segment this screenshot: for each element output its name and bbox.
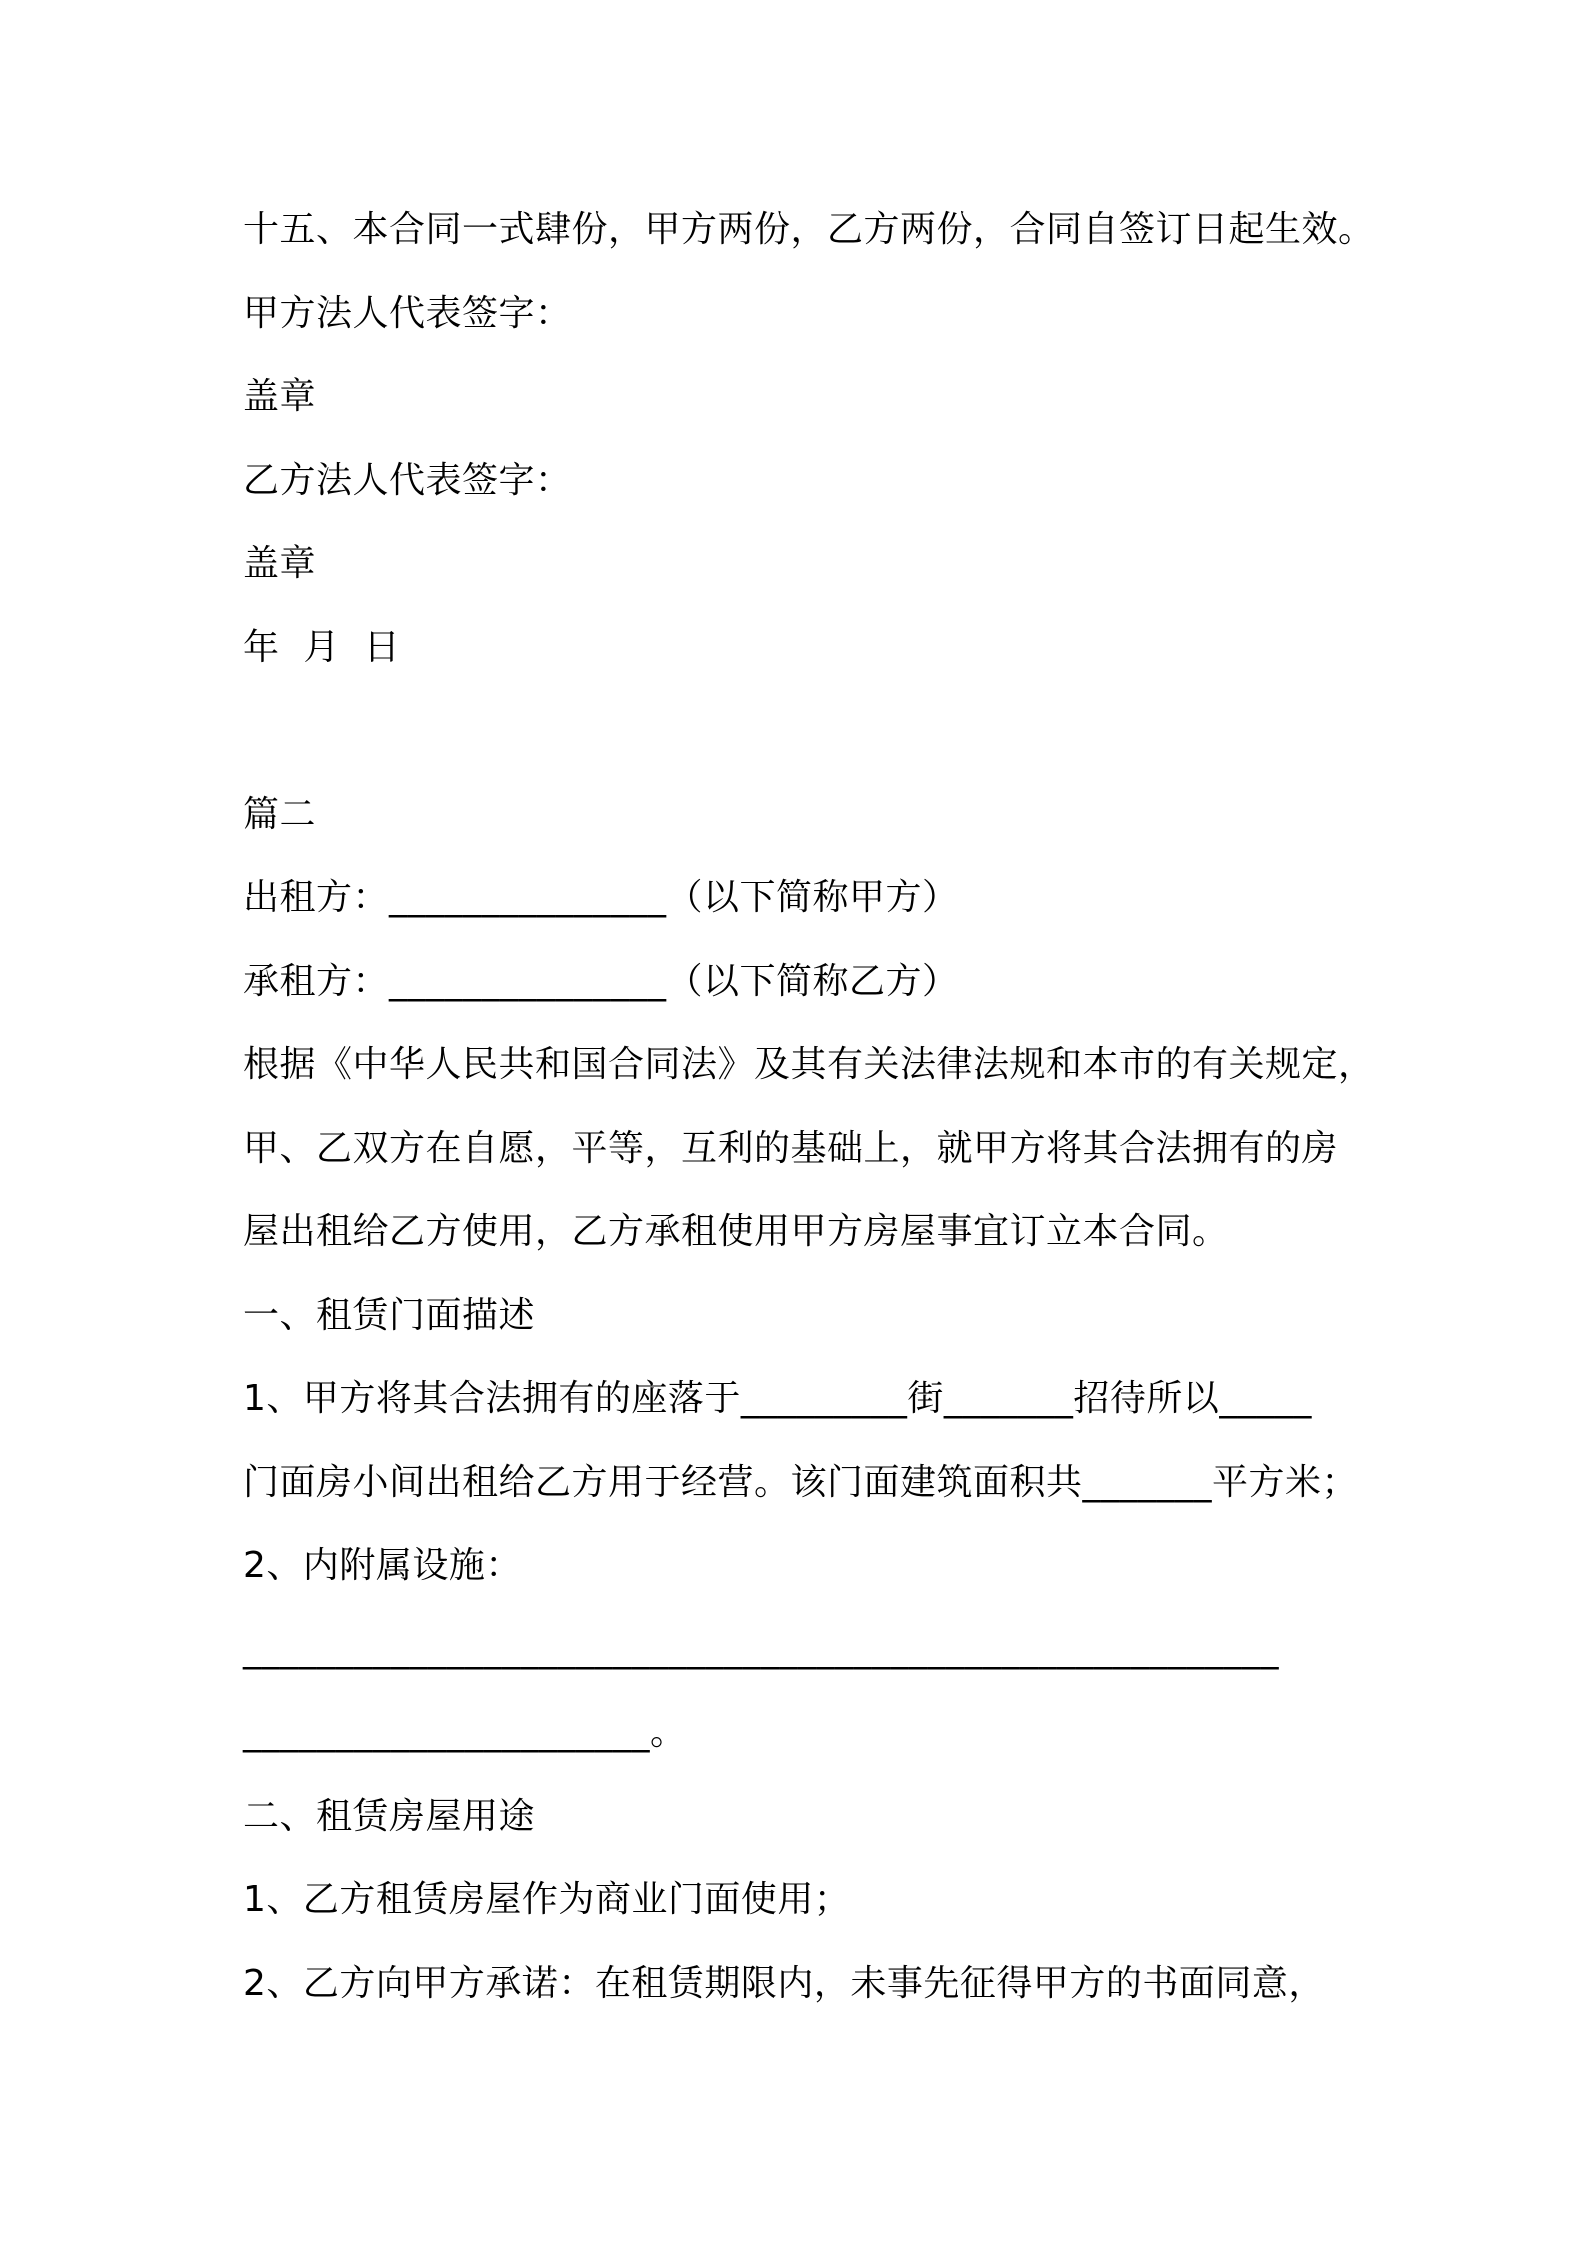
facilities-blank-line-1: ________________________________________________________ <box>243 1629 1279 1670</box>
clause-1-2: 2、内附属设施： <box>243 1545 522 1586</box>
section-title: 篇二 <box>243 794 317 835</box>
clause-1-1-line-2: 门面房小间出租给乙方用于经营。该门面建筑面积共_______平方米； <box>243 1462 1359 1503</box>
facilities-blank-line-2: ______________________。 <box>243 1712 687 1753</box>
clause-1-1-line-1: 1、甲方将其合法拥有的座落于_________街_______招待所以_____ <box>243 1378 1312 1419</box>
heading-lease-description: 一、租赁门面描述 <box>243 1295 536 1336</box>
preamble-line-3: 屋出租给乙方使用，乙方承租使用甲方房屋事宜订立本合同。 <box>243 1211 1229 1252</box>
heading-lease-purpose: 二、租赁房屋用途 <box>243 1796 536 1837</box>
lessor-line: 出租方：_______________（以下简称甲方） <box>243 877 959 918</box>
party-a-signature-label: 甲方法人代表签字： <box>243 293 572 334</box>
date-line: 年 月 日 <box>243 627 401 668</box>
preamble-line-1: 根据《中华人民共和国合同法》及其有关法律法规和本市的有关规定， <box>243 1044 1375 1085</box>
party-b-signature-label: 乙方法人代表签字： <box>243 460 572 501</box>
clause-2-1: 1、乙方租赁房屋作为商业门面使用； <box>243 1879 851 1920</box>
party-b-seal-label: 盖章 <box>243 543 317 584</box>
clause-fifteen: 十五、本合同一式肆份，甲方两份，乙方两份，合同自签订日起生效。 <box>243 209 1375 250</box>
preamble-line-2: 甲、乙双方在自愿，平等，互利的基础上，就甲方将其合法拥有的房 <box>243 1128 1339 1169</box>
lessee-line: 承租方：_______________（以下简称乙方） <box>243 961 959 1002</box>
party-a-seal-label: 盖章 <box>243 376 317 417</box>
clause-2-2: 2、乙方向甲方承诺：在租赁期限内，未事先征得甲方的书面同意， <box>243 1963 1325 2004</box>
